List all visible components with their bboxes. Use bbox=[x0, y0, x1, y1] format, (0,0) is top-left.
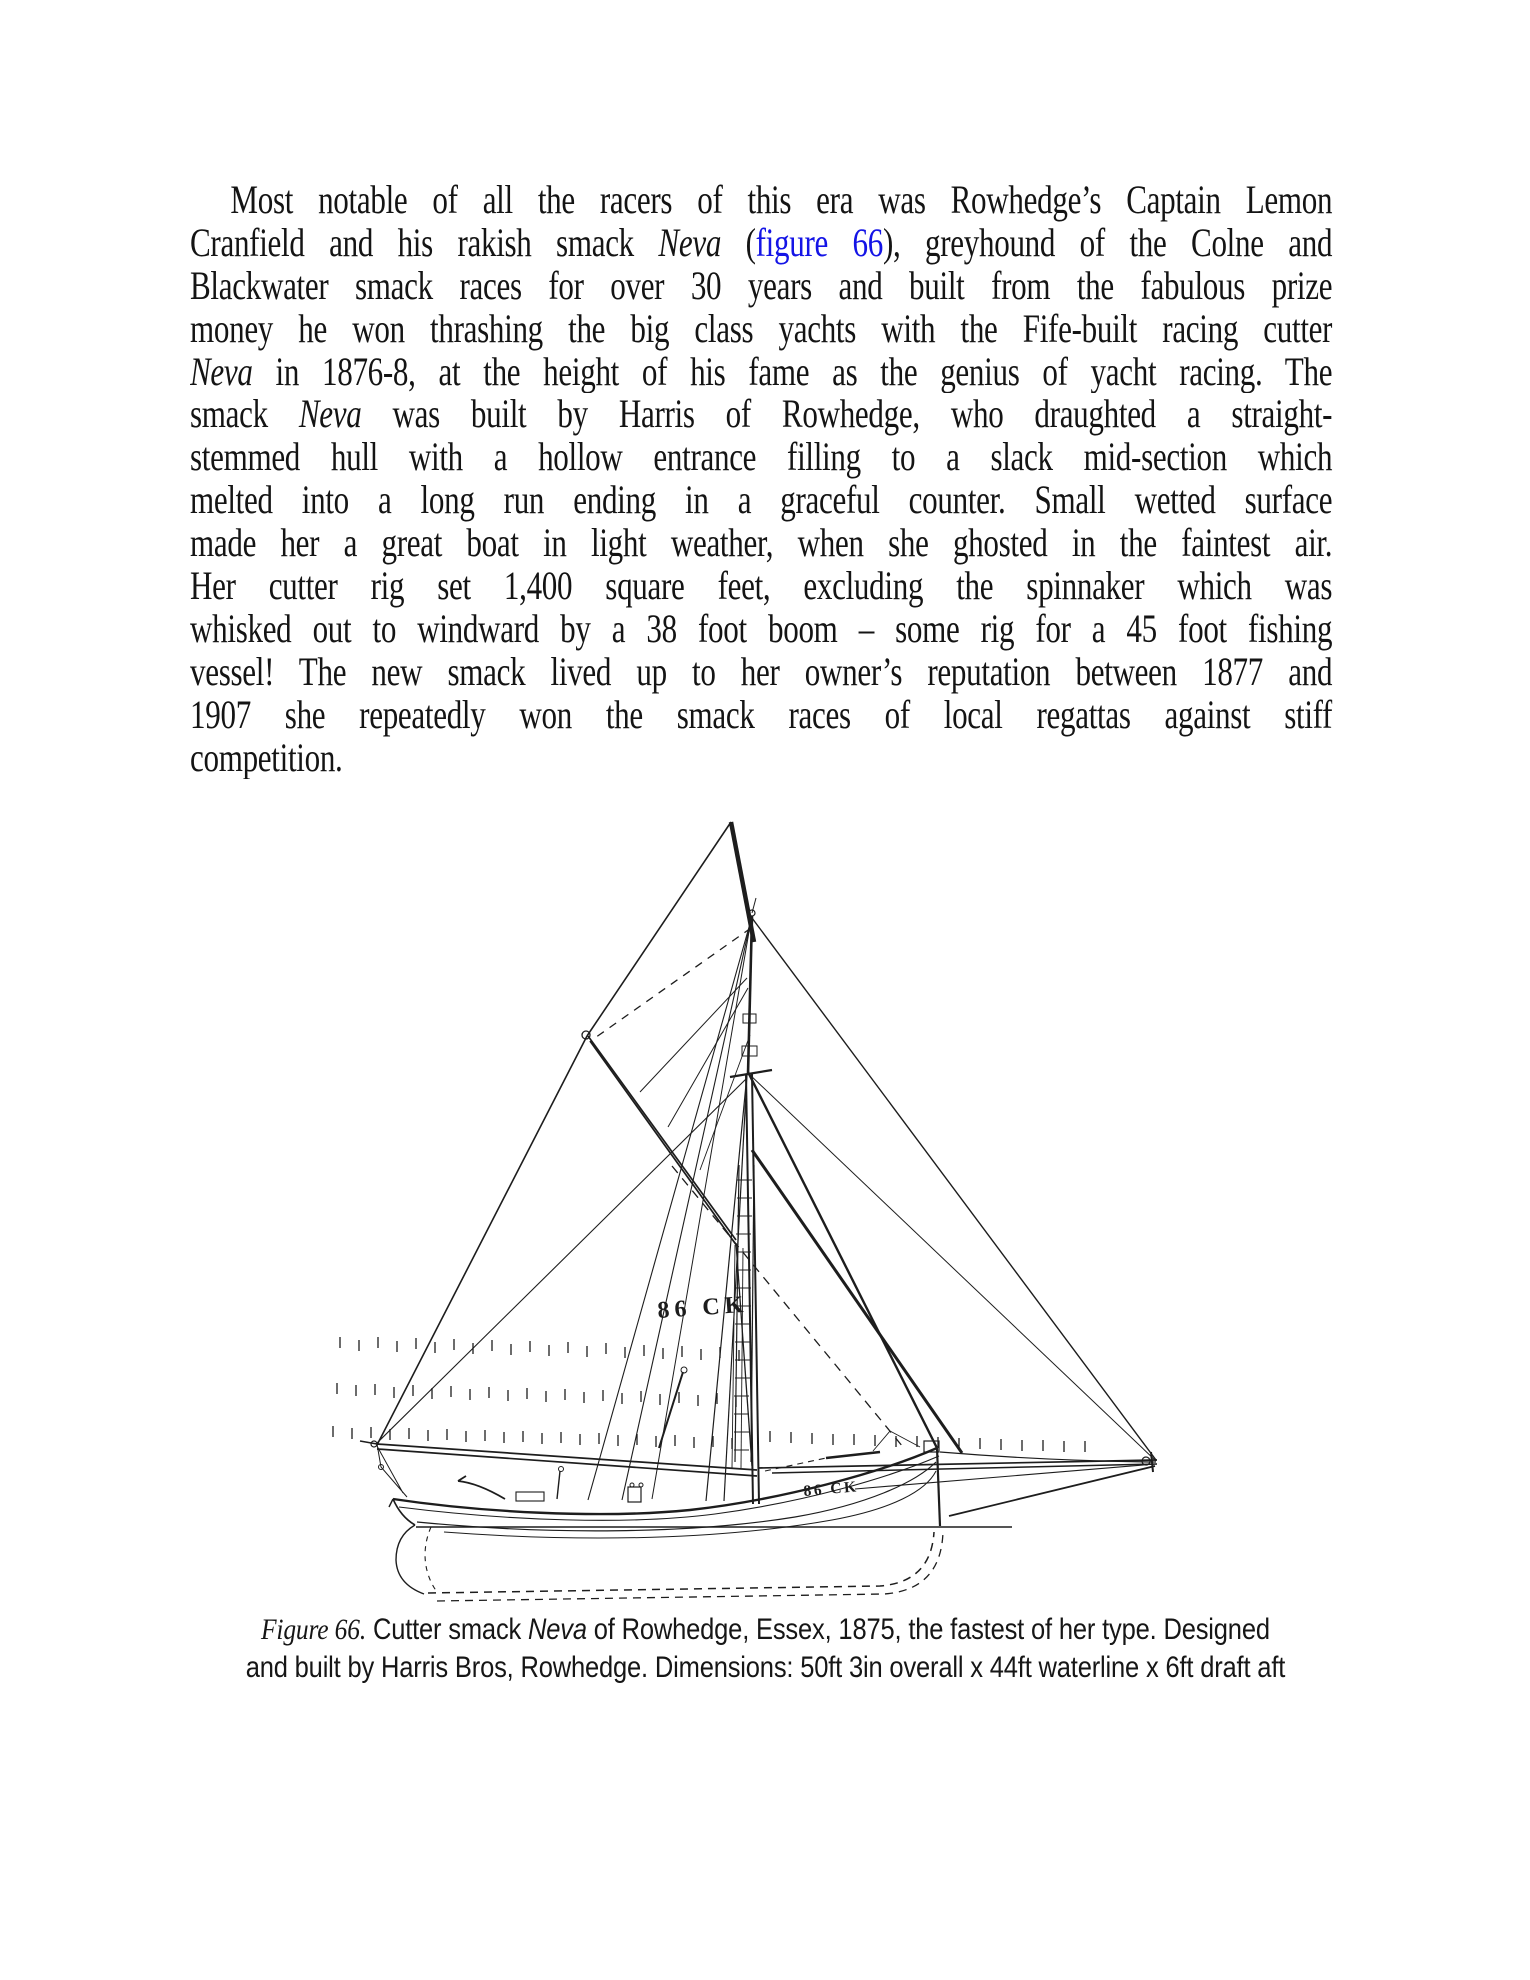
body-paragraph bbox=[190, 179, 1332, 779]
paragraph-line bbox=[190, 565, 1332, 608]
text-run: was built by Harris of Rowhedge, who draughted a straight- bbox=[361, 393, 1333, 437]
text-run: Cranfield and his rakish smack bbox=[190, 221, 659, 265]
paragraph-line bbox=[190, 265, 1332, 308]
vessel-name: Neva bbox=[658, 221, 722, 265]
text-run: money he won thrashing the big class yachts with the Fife-built racing cutter bbox=[190, 307, 1333, 351]
text-run: whisked out to windward by a 38 foot boom – some rig for a 45 foot fishing bbox=[190, 607, 1333, 651]
figure-label: Figure 66. bbox=[260, 1613, 366, 1646]
figure-caption-line-1 bbox=[0, 1612, 1530, 1648]
text-run: Her cutter rig set 1,400 square feet, excluding the spinnaker which was bbox=[190, 565, 1333, 608]
text-run: smack bbox=[190, 393, 299, 437]
paragraph-line bbox=[190, 436, 1332, 479]
sail-outlines bbox=[377, 822, 1156, 1516]
figure-caption-line-2 bbox=[0, 1650, 1530, 1686]
text-run: melted into a long run ending in a graceful counter. Small wetted surface bbox=[190, 479, 1333, 523]
caption-text: and built by Harris Bros, Rowhedge. Dimensions: 50ft 3in overall x 44ft waterline x 6ft draft aft bbox=[245, 1651, 1285, 1684]
sail-number: 86 CK bbox=[656, 1291, 750, 1324]
text-run: made her a great boat in light weather, when she ghosted in the faintest air. bbox=[190, 522, 1333, 566]
rigging-lines bbox=[360, 920, 1153, 1501]
text-run: Blackwater smack races for over 30 years and built from the fabulous prize bbox=[190, 264, 1333, 308]
text-run: 1907 she repeatedly won the smack races of local regattas against stiff bbox=[190, 693, 1333, 737]
sail-plan-drawing bbox=[300, 800, 1200, 1610]
text-run: Most notable of all the racers of this era was Rowhedge’s Captain Lemon bbox=[230, 179, 1333, 222]
text-run: competition. bbox=[190, 736, 343, 780]
paragraph-line bbox=[190, 222, 1332, 265]
figure-66-link[interactable]: figure 66 bbox=[755, 221, 883, 265]
paragraph-line bbox=[190, 608, 1332, 651]
vessel-name: Neva bbox=[190, 350, 253, 394]
reef-point-rows bbox=[333, 1337, 1085, 1452]
paragraph-line bbox=[190, 522, 1332, 565]
text-run: ), greyhound of the Colne and bbox=[882, 221, 1333, 265]
paragraph-line bbox=[190, 479, 1332, 522]
paragraph-line bbox=[190, 351, 1332, 394]
text-run: stemmed hull with a hollow entrance filling to a slack mid-section which bbox=[190, 436, 1333, 480]
text-run: vessel! The new smack lived up to her owner’s reputation between 1877 and bbox=[190, 650, 1333, 694]
paragraph-line bbox=[190, 737, 1332, 780]
caption-text: of Rowhedge, Essex, 1875, the fastest of her type. Designed bbox=[586, 1613, 1270, 1646]
text-run: ( bbox=[721, 221, 756, 265]
paragraph-line bbox=[190, 651, 1332, 694]
caption-text: Cutter smack bbox=[365, 1613, 528, 1646]
mast-and-spars bbox=[377, 822, 1157, 1504]
paragraph-line bbox=[190, 308, 1332, 351]
hull-number: 86 CK bbox=[802, 1478, 860, 1500]
paragraph-line bbox=[190, 179, 1332, 222]
vessel-name: Neva bbox=[527, 1613, 587, 1646]
paragraph-line bbox=[190, 393, 1332, 436]
vessel-name: Neva bbox=[298, 393, 362, 437]
paragraph-line bbox=[190, 694, 1332, 737]
text-run: in 1876-8, at the height of his fame as the genius of yacht racing. The bbox=[252, 350, 1333, 394]
